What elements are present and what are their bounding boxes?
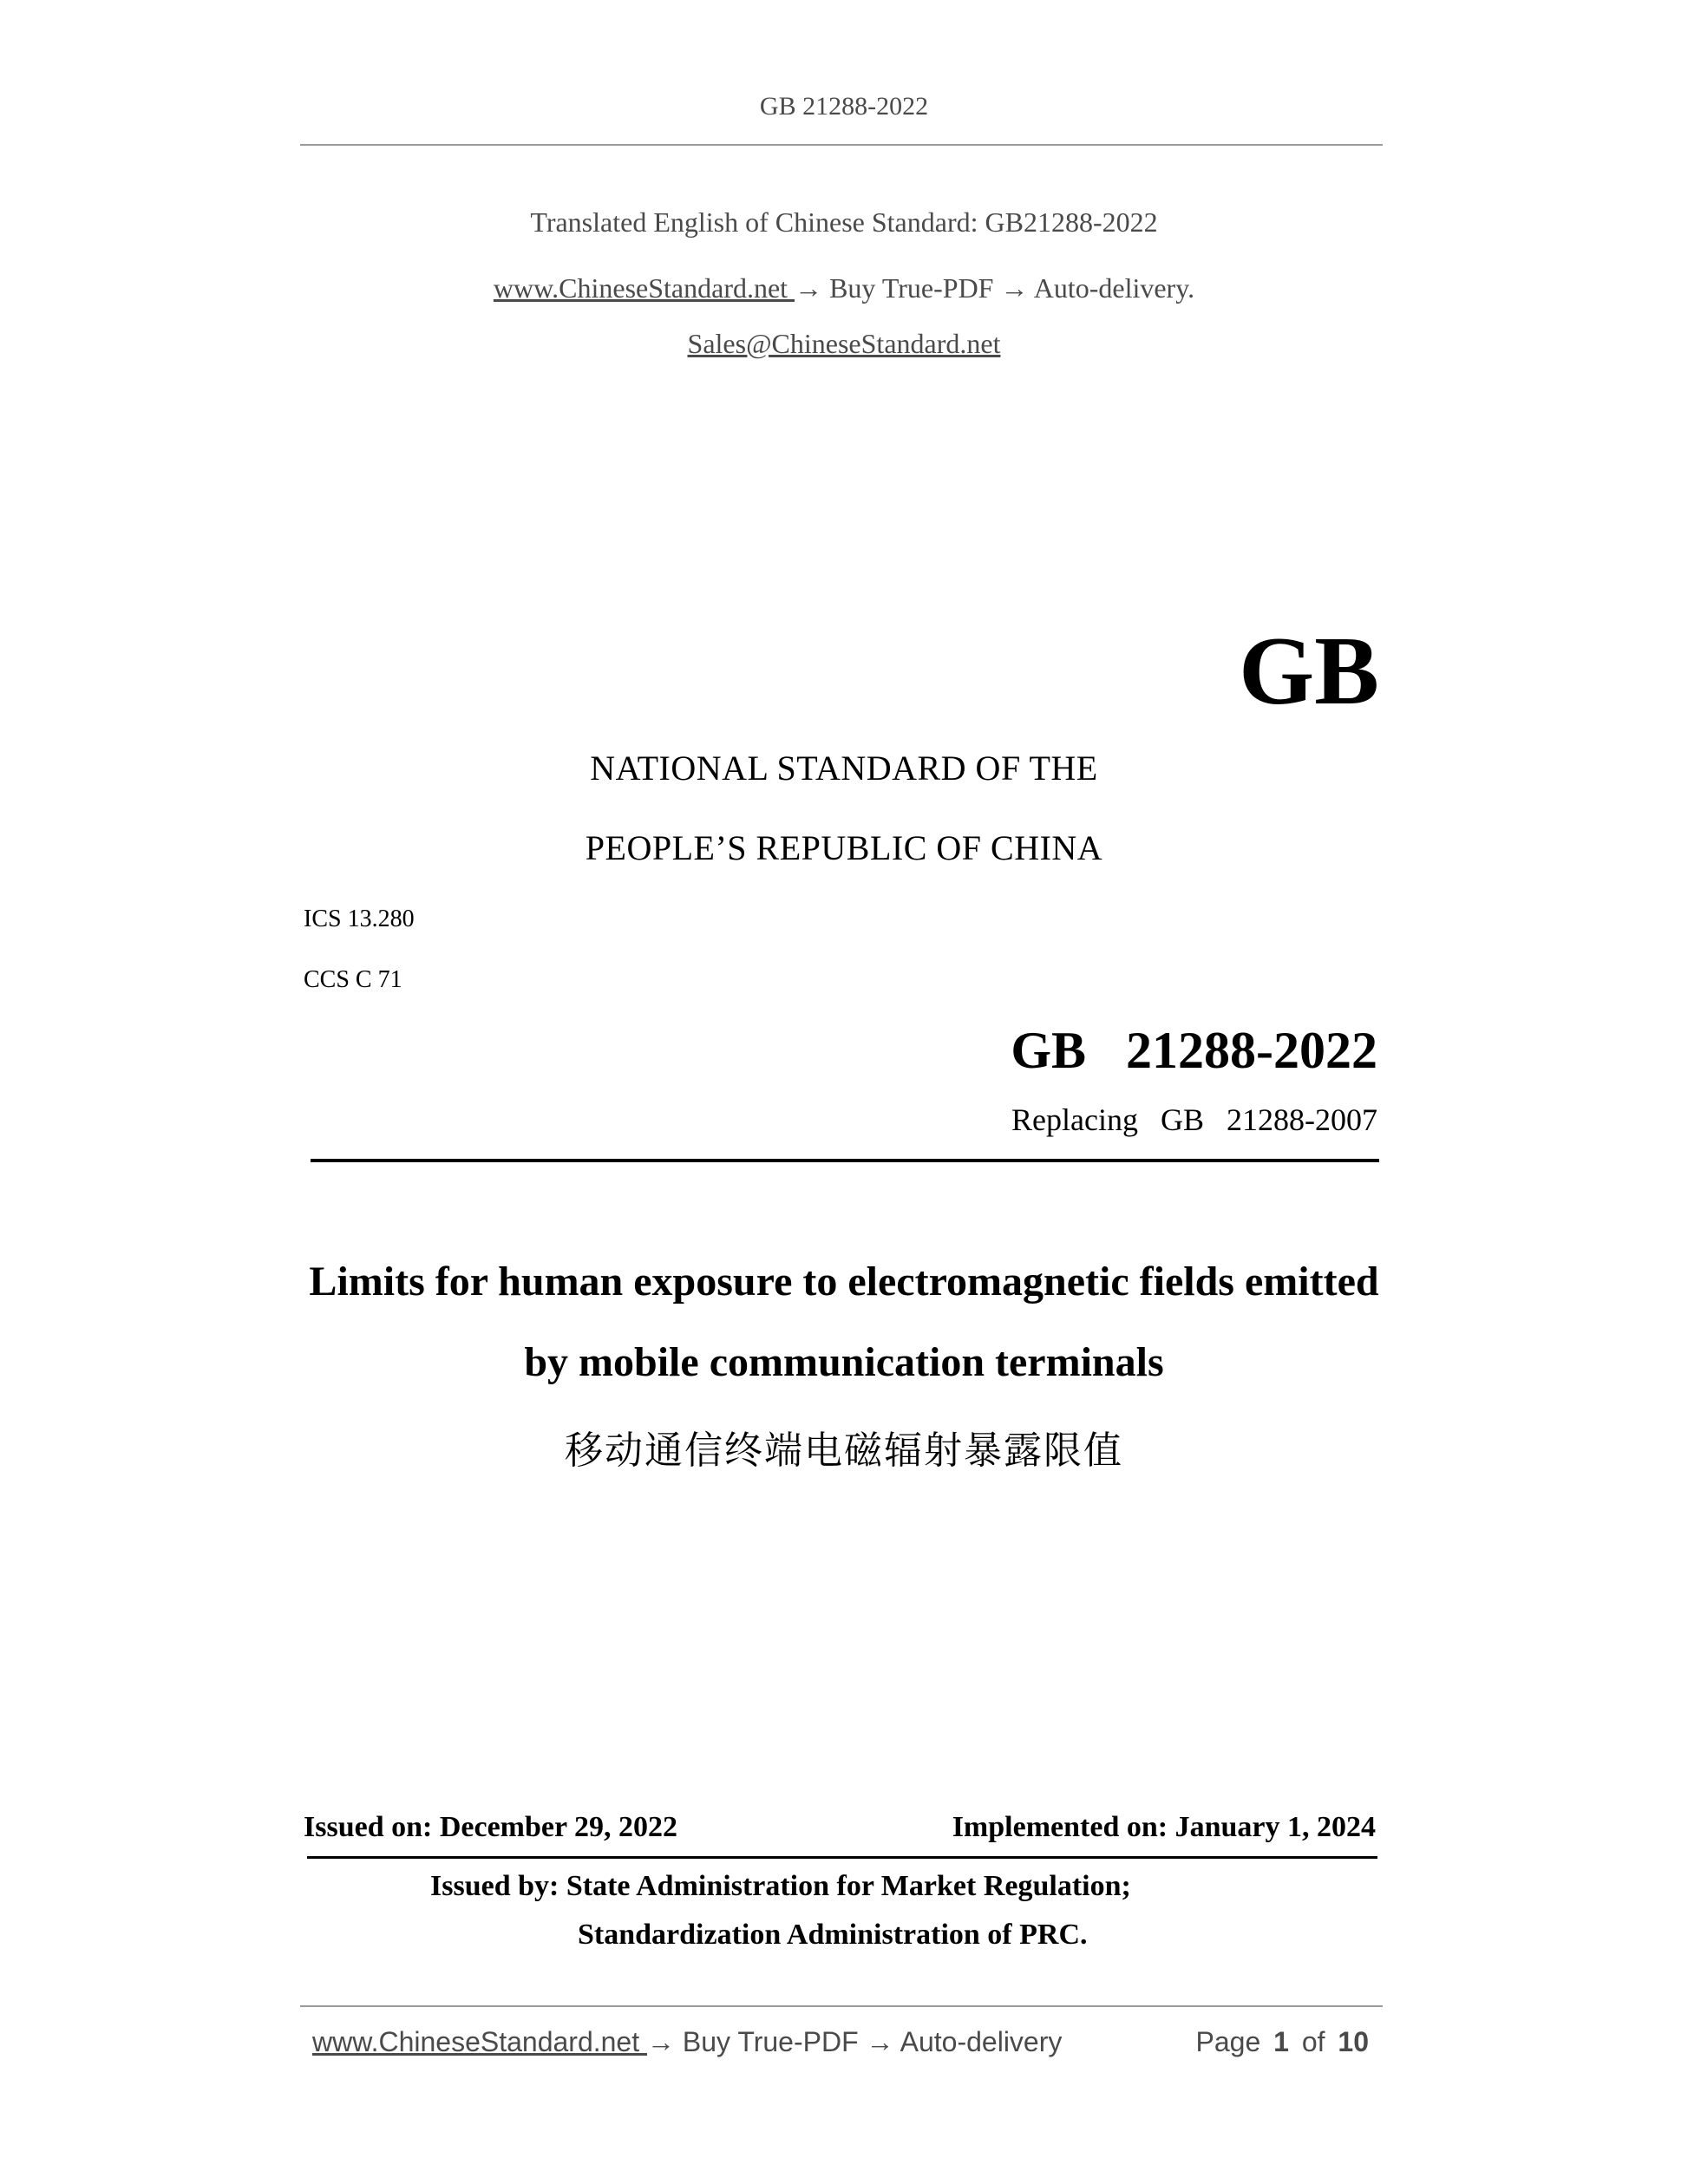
email-link[interactable]: Sales@ChineseStandard.net: [687, 328, 1001, 359]
document-title-line-1: Limits for human exposure to electromagnetic fields emitted: [309, 1259, 1379, 1305]
replacing-note: Replacing GB 21288-2007: [1011, 1102, 1377, 1137]
national-standard-line-1: NATIONAL STANDARD OF THE: [590, 749, 1098, 788]
document-title-chinese: 移动通信终端电磁辐射暴露限值: [565, 1429, 1123, 1473]
footer-purchase-text: → Buy True-PDF → Auto-delivery: [647, 2026, 1063, 2057]
page-total: 10: [1338, 2026, 1369, 2057]
page-of: of: [1301, 2026, 1325, 2057]
translation-notice: Translated English of Chinese Standard: GB21288-2022: [530, 206, 1158, 238]
ccs-code: CCS C 71: [304, 966, 402, 993]
implemented-on-date: Implemented on: January 1, 2024: [952, 1811, 1376, 1843]
issued-on-date: Issued on: December 29, 2022: [304, 1811, 677, 1843]
document-title-line-2: by mobile communication terminals: [524, 1339, 1164, 1385]
purchase-text: → Buy True-PDF → Auto-delivery.: [795, 272, 1195, 304]
running-header-title: GB 21288-2022: [759, 92, 929, 121]
footer-purchase-line: [312, 2026, 1062, 2058]
email-line: [0, 328, 1688, 360]
page-indicator: [1196, 2026, 1369, 2058]
header-divider: [300, 144, 1383, 146]
issuing-authority-1: Issued by: State Administration for Market Regulation;: [430, 1870, 1131, 1902]
site-link[interactable]: www.ChineseStandard.net: [493, 272, 795, 304]
gb-logo: GB: [1239, 618, 1379, 725]
standard-number: GB 21288-2022: [1011, 1022, 1377, 1079]
issuing-authority-2: Standardization Administration of PRC.: [578, 1919, 1088, 1951]
page-label: Page: [1195, 2026, 1261, 2057]
page-current: 1: [1273, 2026, 1289, 2057]
footer-divider: [300, 2005, 1383, 2007]
footer-site-link[interactable]: www.ChineseStandard.net: [312, 2026, 647, 2057]
national-standard-line-2: PEOPLE’S REPUBLIC OF CHINA: [585, 828, 1103, 867]
issue-divider: [307, 1856, 1377, 1859]
purchase-line: [0, 272, 1688, 304]
ics-code: ICS 13.280: [304, 906, 415, 932]
cover-divider: [311, 1159, 1379, 1162]
